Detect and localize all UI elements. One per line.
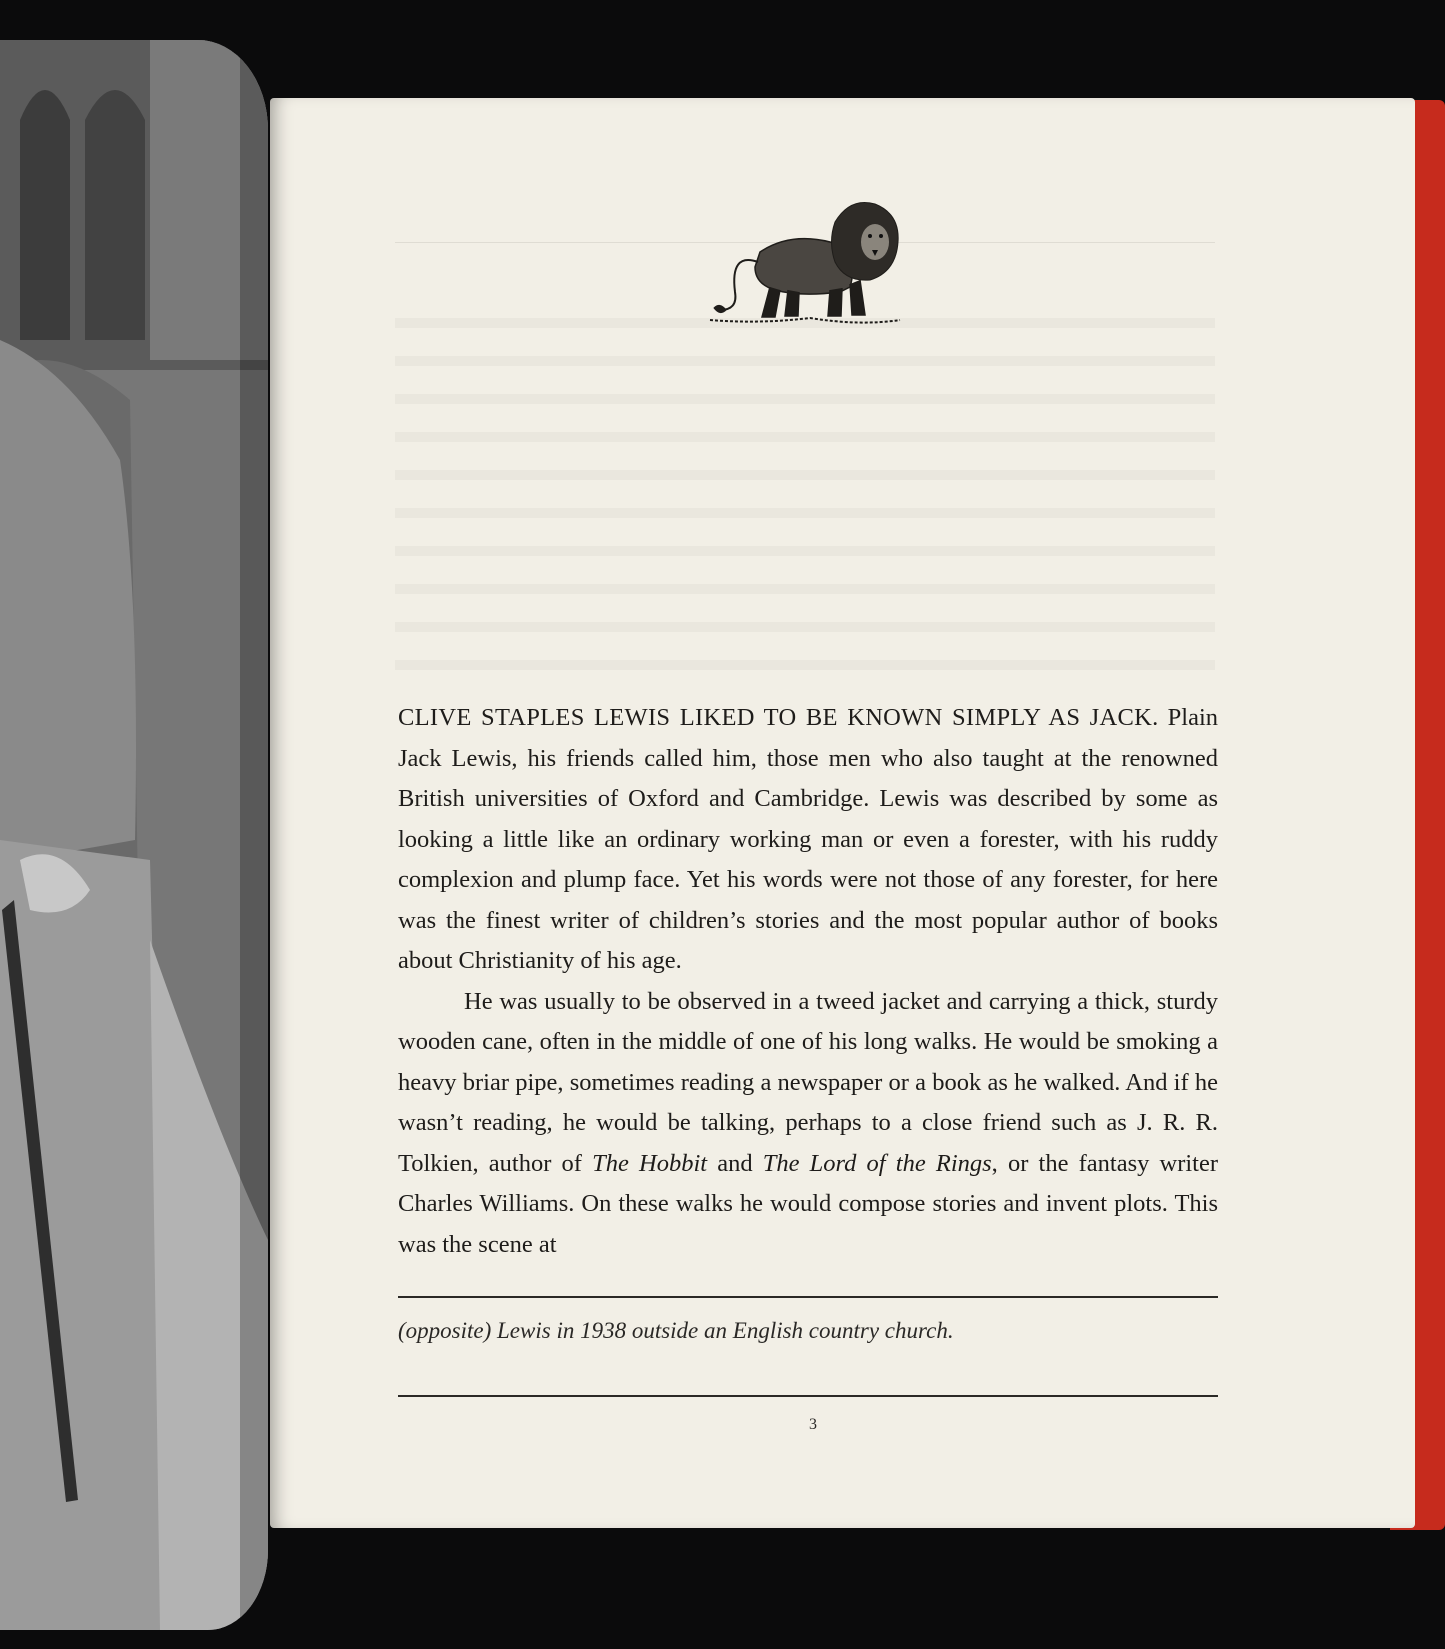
lion-icon (700, 192, 915, 330)
caption-rule-bottom (398, 1395, 1218, 1397)
body-text (398, 698, 1218, 1265)
page-number: 3 (809, 1416, 817, 1433)
conjunction: and (707, 1149, 763, 1177)
paragraph-1 (398, 698, 1218, 982)
photo-caption: (opposite) Lewis in 1938 outside an English country church. (398, 1318, 954, 1343)
caption-rule-top (398, 1296, 1218, 1298)
paragraph-2-text: He was usually to be observed in a tweed jacket and carrying a thick, sturdy wooden cane, often in the middle of one of his long walks. He would be smoking a heavy briar pipe, sometimes reading a newspaper or a book as he walked. And if he wasn’t reading, he would be talking, perhaps to a close friend such as J. R. R. Tolkien, author of (398, 987, 1218, 1177)
book-title-lotr: The Lord of the Rings (762, 1149, 992, 1177)
paragraph-1-text: Plain Jack Lewis, his friends called him, those men who also taught at the renowned British universities of Oxford and Cambridge. Lewis was described by some as looking a little like an ordinary working man or even a forester, with his ruddy complexion and plump face. Yet his words were not those of any forester, for here was the finest writer of children’s stories and the most popular author of books about Christianity of his age. (398, 704, 1219, 974)
lede-smallcaps: CLIVE STAPLES LEWIS LIKED TO BE KNOWN SIMPLY AS JACK. (398, 704, 1159, 731)
paragraph-2-end: , or the fantasy writer Charles Williams. On these walks he would compose stories and invent plots. This was the scene at (398, 1149, 1219, 1258)
show-through-text (395, 290, 1215, 670)
opposite-photo-page (0, 40, 268, 1630)
photo-lewis-church (0, 40, 268, 1630)
paragraph-2 (398, 982, 1218, 1266)
book-title-hobbit: The Hobbit (592, 1149, 708, 1177)
